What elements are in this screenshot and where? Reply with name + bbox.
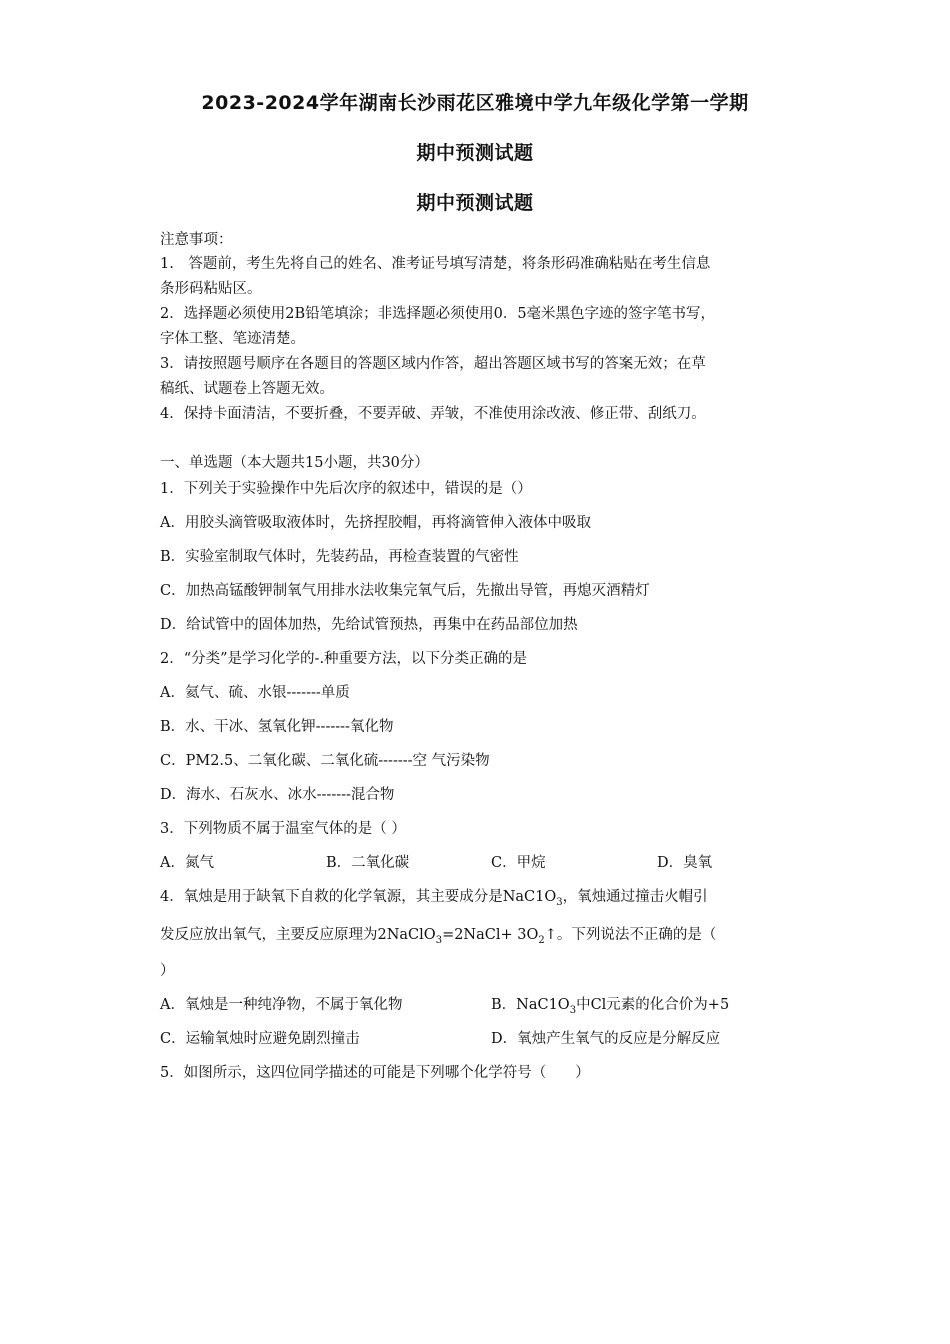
q5-stem: 5．如图所示，这四位同学描述的可能是下列哪个化学符号（ ） [160,1065,590,1081]
q3-option-d: D．臭氧 [657,855,713,871]
notice-item: 条形码粘贴区。 [160,281,262,297]
q2-stem: 2．“分类”是学习化学的-.种重要方法，以下分类正确的是 [160,651,528,667]
q4-option-b: B．$NaC1O_3$中Cl元素的化合价为+5 [491,997,730,1016]
q3-option-c: C．甲烷 [491,855,546,871]
notice-item: 1. 答题前，考生先将自己的姓名、准考证号填写清楚，将条形码准确粘贴在考生信息 [160,256,711,272]
q4-option-c: C．运输氧烛时应避免剧烈撞击 [160,1031,360,1047]
notice-item: 字体工整、笔迹清楚。 [160,331,305,347]
q3-option-a: A．氮气 [160,855,214,871]
q1-option-b: B．实验室制取气体时，先装药品，再检查装置的气密性 [160,549,519,565]
q2-option-b: B．水、干冰、氢氧化钾-------氧化物 [160,719,394,735]
title-line-1: 2023-2024学年湖南长沙雨花区雅境中学九年级化学第一学期 [201,92,749,114]
q1-option-c: C．加热高锰酸钾制氧气用排水法收集完氧气后，先撤出导管，再熄灭酒精灯 [160,583,650,599]
q4-stem-line-1: 4．氧烛是用于缺氧下自救的化学氧源，其主要成分是$NaC1O_3$，氧烛通过撞击火帽引 [160,889,708,908]
q1-stem: 1．下列关于实验操作中先后次序的叙述中，错误的是（） [160,481,532,497]
q2-option-a: A．氦气、硫、水银-------单质 [160,685,350,701]
q2-option-c: C．PM2.5、二氧化碳、二氧化硫-------空 气污染物 [160,753,490,769]
q4-option-a: A．氧烛是一种纯净物，不属于氧化物 [160,997,403,1013]
q4-stem-line-3: ） [160,963,175,979]
section-heading: 一、单选题（本大题共15小题，共30分） [160,455,429,471]
notice-item: 2．选择题必须使用2B铅笔填涂；非选择题必须使用0．5毫米黑色字迹的签字笔书写， [160,306,716,322]
q4-option-d: D．氧烛产生氧气的反应是分解反应 [491,1031,721,1047]
q3-stem: 3．下列物质不属于温室气体的是（ ） [160,821,406,837]
q4-stem-line-2: 发反应放出氧气，主要反应原理为2NaClO$_3$=2NaCl+ $3O_2↑$。下列说法不正确的是（ [160,927,717,946]
title-line-2: 期中预测试题 [416,142,534,164]
title-line-3: 期中预测试题 [416,192,534,214]
notice-item: 4．保持卡面清洁，不要折叠，不要弄破、弄皱，不准使用涂改液、修正带、刮纸刀。 [160,406,706,422]
notice-heading: 注意事项： [160,232,233,248]
q1-option-d: D．给试管中的固体加热，先给试管预热，再集中在药品部位加热 [160,617,578,633]
q2-option-d: D．海水、石灰水、冰水-------混合物 [160,787,395,803]
notice-item: 3．请按照题号顺序在各题目的答题区域内作答，超出答题区域书写的答案无效；在草 [160,356,706,372]
q3-option-b: B．二氧化碳 [326,855,410,871]
notice-item: 稿纸、试题卷上答题无效。 [160,381,334,397]
q1-option-a: A．用胶头滴管吸取液体时，先挤捏胶帽，再将滴管伸入液体中吸取 [160,515,591,531]
